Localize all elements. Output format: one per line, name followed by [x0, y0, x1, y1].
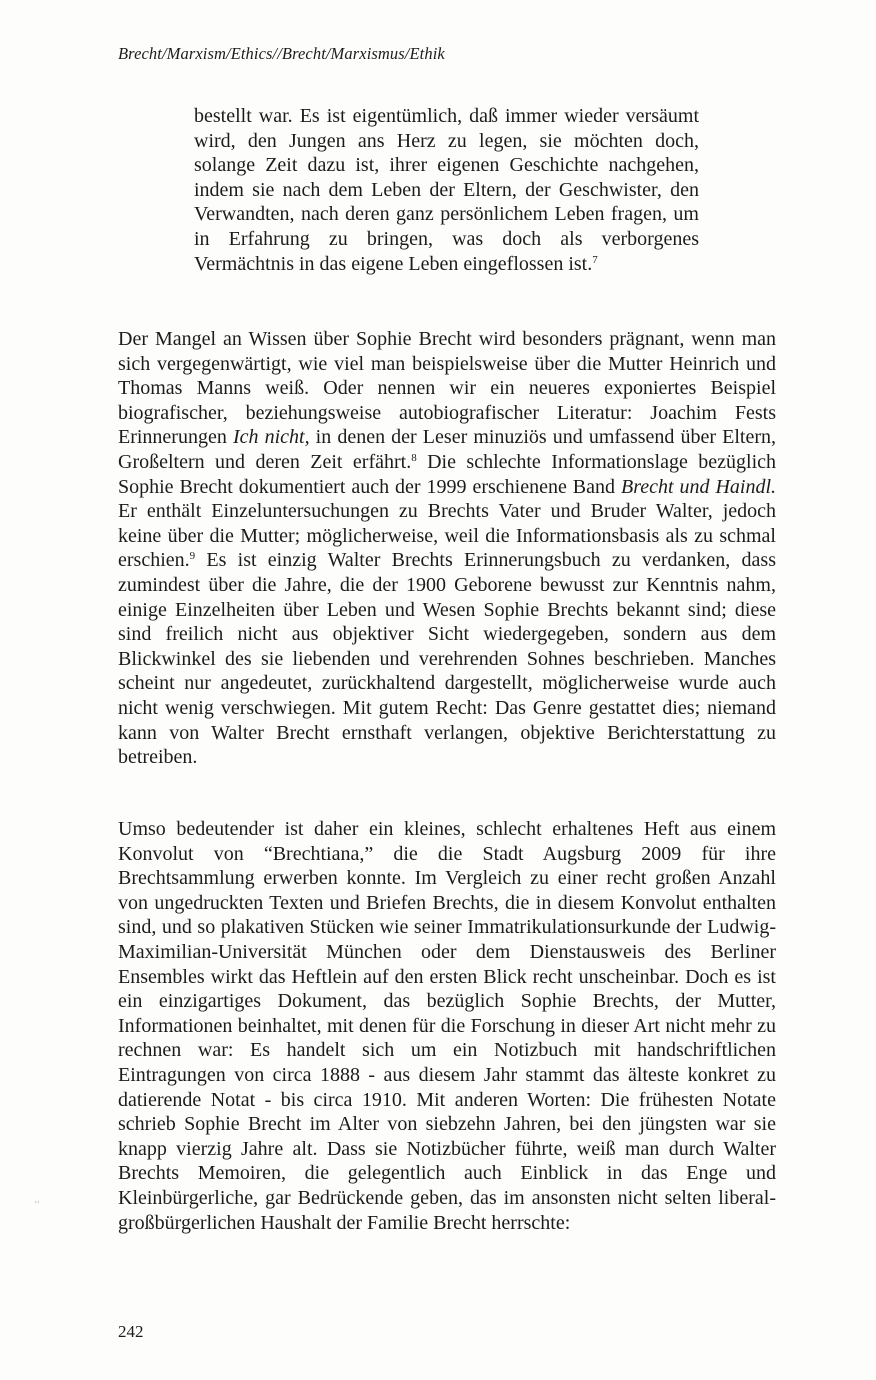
book-title-ich-nicht: Ich nicht,	[232, 426, 310, 449]
body-paragraph-2: Umso bedeutender ist daher ein kleines, schlecht erhaltenes Heft aus einem Konvolut von “Brechtiana,” die die Stadt Augsburg 2009 für ihre Brechtsammlung erwerben konnte. Im Vergleich zu einer recht großen Anzahl von ungedruckten Texten und Briefen Brechts, die in diesem Konvolut enthalten sind, und so plakativen Stücken wie seiner Immatrikulationsurkunde der Ludwig-Maximilian-Universität München oder dem Dienstausweis des Berliner Ensembles wirkt das Heftlein auf den ersten Blick recht unscheinbar. Doch es ist ein einzigartiges Dokument, das bezüglich Sophie Brechts, der Mutter, Informationen beinhaltet, mit denen für die Forschung in dieser Art nicht mehr zu rechnen war: Es handelt sich um ein Notizbuch mit handschriftlichen Eintragungen von circa 1888 - aus diesem Jahr stammt das älteste konkret zu datierende Notat - bis circa 1910. Mit anderen Worten: Die frühesten Notate schrieb Sophie Brecht im Alter von siebzehn Jahren, bei den jüngsten war sie knapp vierzig Jahre alt. Dass sie Notizbücher führte, weiß man durch Walter Brechts Memoiren, die gelegentlich auch Einblick in das Enge und Kleinbürgerliche, gar Bedrückende geben, das im ansonsten nicht selten liberal-großbürgerlichen Haushalt der Familie Brecht herrschte:	[118, 818, 776, 1234]
margin-mark: ’′	[34, 1200, 40, 1211]
paragraph-1-sentence-5: Es ist einzig Walter Brechts Erinnerungsbuch zu verdanken, dass zumindest über die Jahre, die der 1900 Geborene bewusst zur Kenntnis nahm, einige Einzelheiten über Leben und Wesen Sophie Brechts bekannt sind; diese sind freilich nicht aus objektiver Sicht wiedergegeben, sondern aus dem Blickwinkel des sie liebenden und verehrenden Sohnes beschrieben. Manches scheint nur angedeutet, zurückhaltend dargestellt, möglicherweise wurde auch nicht wenig verschwiegen. Mit gutem Recht: Das Genre gestattet dies; niemand kann von Walter Brecht ernsthaft verlangen, objektive Berichterstattung zu betreiben.	[118, 549, 776, 769]
body-paragraph-1	[118, 327, 776, 770]
paragraph-1-sentence-1: Der Mangel an Wissen über Sophie Brecht wird besonders prägnant, wenn man sich vergegenwärtigt, wie viel man beispielsweise über die Mutter Heinrich und Thomas Manns weiß. Oder nennen wir ein neueres exponiertes Beispiel biografischer, beziehungsweise autobiografischer Literatur: Joachim Fests Erinnerungen	[118, 328, 776, 449]
paragraph-1-sentence-3: Die schlechte Informationslage bezüglich Sophie Brecht dokumentiert auch der 1999 erschienene Band	[118, 450, 776, 498]
block-quote-text: bestellt war. Es ist eigentümlich, daß immer wieder versäumt wird, den Jungen ans Herz zu legen, sie möchten doch, solange Zeit dazu ist, ihrer eigenen Geschichte nachgehen, indem sie nach dem Leben der Eltern, der Geschwister, den Verwandten, nach deren ganz persönlichem Leben fragen, um in Erfahrung zu bringen, was doch als verborgenes Vermächtnis in das eigene Leben eingeflossen ist.	[194, 105, 699, 275]
paragraph-1-sentence-4: Er enthält Einzeluntersuchungen zu Brechts Vater und Bruder Walter, jedoch keine über die Mutter; möglicherweise, weil die Informationsbasis als zu schmal erschien.	[118, 500, 776, 572]
paragraph-1-sentence-2: in denen der Leser minuziös und umfassend über Eltern, Großeltern und deren Zeit erfährt.	[118, 426, 776, 473]
page-number: 242	[118, 1322, 144, 1341]
book-title-brecht-und-haindl: Brecht und Haindl.	[620, 475, 777, 498]
block-quote	[194, 104, 699, 276]
running-head: Brecht/Marxism/Ethics//Brecht/Marxismus/Ethik	[118, 44, 445, 63]
footnote-marker-8: 8	[411, 451, 417, 464]
footnote-marker-7: 7	[592, 253, 598, 266]
footnote-marker-9: 9	[189, 550, 196, 563]
